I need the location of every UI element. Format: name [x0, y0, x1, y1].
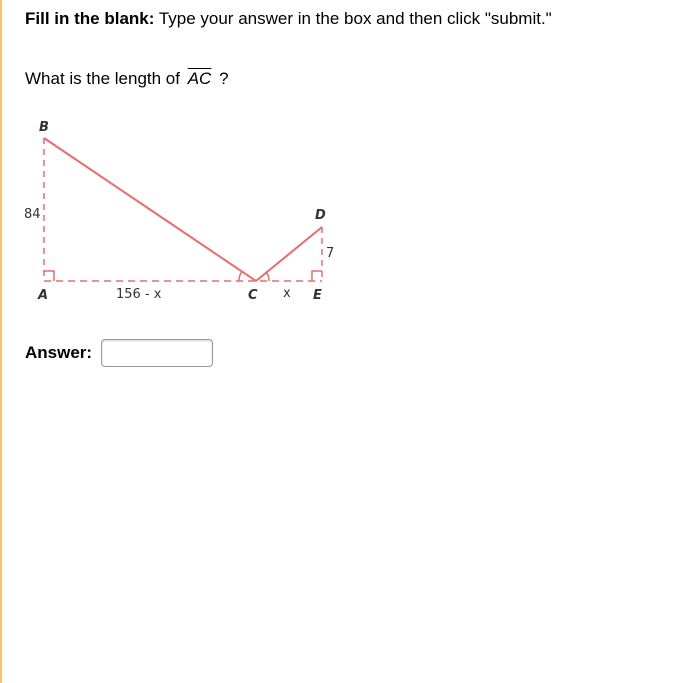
question-segment: $\overline{AC}$	[187, 69, 212, 88]
instructions-text: Type your answer in the box and then click "submit."	[154, 9, 552, 28]
answer-row	[25, 336, 213, 370]
right-angle-mark-e	[312, 271, 322, 281]
right-angle-mark-a	[44, 271, 54, 281]
point-e-label: E	[313, 288, 322, 303]
geometry-figure	[0, 0, 700, 330]
angle-arc-dcx	[266, 272, 269, 281]
angle-arc-bcx	[239, 271, 242, 281]
length-de-label: 7	[326, 246, 335, 261]
point-a-label: A	[38, 288, 49, 303]
point-c-label: C	[248, 288, 258, 303]
answer-input[interactable]	[101, 339, 213, 367]
length-ab-label: 84	[24, 207, 41, 222]
length-ce-label: x	[283, 286, 291, 301]
point-b-label: B	[39, 120, 49, 135]
instructions-label: Fill in the blank:	[25, 9, 155, 28]
answer-label: Answer:	[25, 343, 93, 362]
question-suffix: ?	[219, 69, 229, 88]
length-ac-label: 156 - x	[116, 287, 162, 302]
question-prefix: What is the length of	[25, 69, 180, 88]
point-d-label: D	[315, 208, 326, 223]
segment-bc	[44, 138, 256, 281]
